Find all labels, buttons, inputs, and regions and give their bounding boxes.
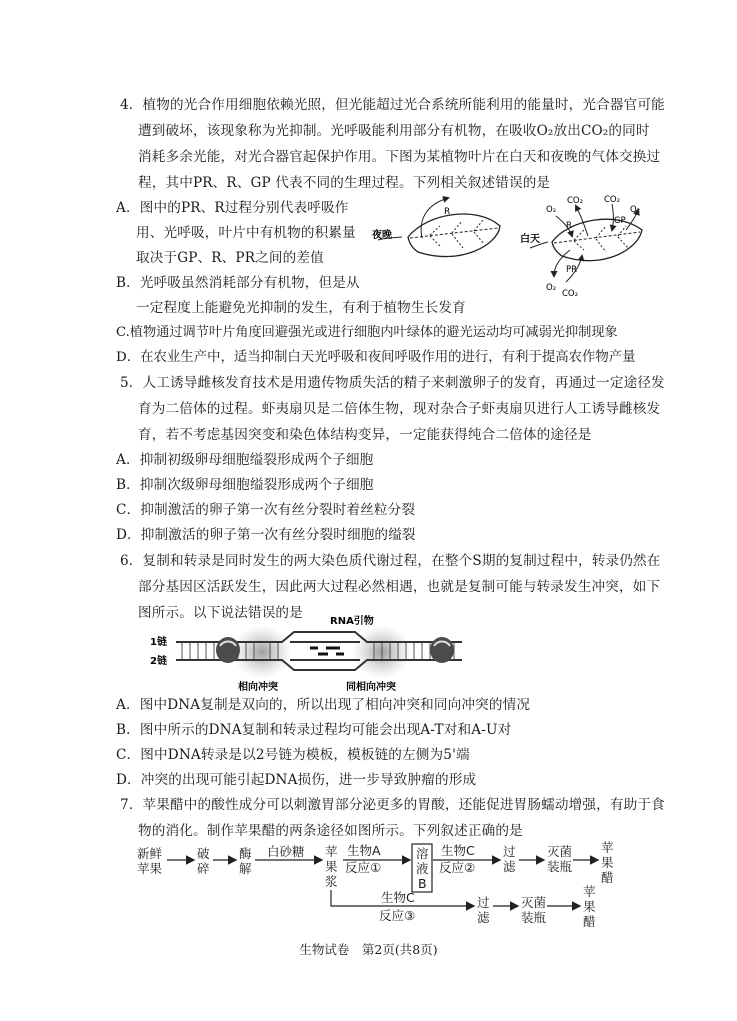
sterilize-bottle-2-line-1: 灭菌 [521,895,547,910]
q5-option-a: A．抑制初级卵母细胞缢裂形成两个子细胞 [116,452,374,468]
q4-option-a-line-2: 用、光呼吸，叶片中有机物的积累量 [136,225,356,241]
q4-stem-line-2: 遭到破坏，该现象称为光抑制。光呼吸能利用部分有机物，在吸收O₂放出CO₂的同时 [138,123,650,139]
crush-line-1: 破 [197,846,210,861]
vinegar-1-line-1: 苹 [601,840,614,855]
night-leaf [378,214,500,257]
vinegar-1-line-2: 果 [601,855,614,870]
q6-stem-line-3: 图所示。以下说法错误的是 [138,605,303,621]
apple-juice-line-2: 果 [325,859,338,874]
filter-1-line-2: 滤 [503,859,516,874]
q4-option-a-line-3: 取决于GP、R、PR之间的差值 [136,250,324,266]
fresh-apple-line-1: 新鲜 [137,846,163,861]
apple-juice-line-1: 苹 [325,844,338,859]
q4-option-a-line-1: A．图中的PR、R过程分别代表呼吸作 [116,200,349,216]
vinegar-2-line-3: 醋 [583,914,596,929]
reaction-1-label: 反应① [345,860,382,875]
filter-2-line-2: 滤 [477,910,490,925]
vinegar-1-line-3: 醋 [601,870,614,885]
dna-conflict-figure [150,612,470,694]
sterilize-bottle-1-line-2: 装瓶 [547,859,573,874]
q6-option-a: A．图中DNA复制是双向的，所以出现了相向冲突和同向冲突的情况 [116,697,531,713]
q7-stem-line-2: 物的消化。制作苹果醋的两条途径如图所示。下列叙述正确的是 [138,823,523,839]
q6-option-d: D．冲突的出现可能引起DNA损伤，进一步导致肿瘤的形成 [116,772,477,788]
q4-option-d: D．在农业生产中，适当抑制白天光呼吸和夜间呼吸作用的进行，有利于提高农作物产量 [116,350,636,365]
q4-stem-line-3: 消耗多余光能，对光合器官起保护作用。下图为某植物叶片在白天和夜晚的气体交换过 [138,149,661,165]
q6-stem-line-1: 6．复制和转录是同时发生的两大染色质代谢过程，在整个S期的复制过程中，转录仍然在 [120,553,661,569]
q6-option-b: B．图中所示的DNA复制和转录过程均可能会出现A-T对和A-U对 [116,722,512,738]
day-o2-top-left: O₂ [546,205,557,215]
vinegar-2-line-1: 苹 [583,884,596,899]
day-r-label: R [566,221,572,231]
head-on-glow [232,625,292,679]
day-o2-bottom: O₂ [546,283,557,293]
day-co2-top-right: CO₂ [604,195,621,205]
day-label: 白天 [520,234,540,245]
filter-1-line-1: 过 [503,844,516,859]
page-footer: 生物试卷 第2页(共8页) [299,942,438,957]
enzyme-line-1: 酶 [239,846,252,861]
q4-stem-line-4: 程，其中PR、R、GP 代表不同的生理过程。下列相关叙述错误的是 [138,175,551,191]
night-label: 夜晚 [372,230,392,241]
enzyme-line-2: 解 [239,861,252,876]
q5-stem-line-3: 育，若不考虑基因突变和染色体结构变异，一定能获得纯合二倍体的途径是 [138,427,592,443]
q5-option-b: B．抑制次级卵母细胞缢裂形成两个子细胞 [116,477,374,493]
q4-stem-line-1: 4．植物的光合作用细胞依赖光照，但光能超过光合系统所能利用的能量时，光合器官可能 [120,97,665,113]
crush-line-2: 碎 [197,861,210,876]
chain-2-label: 2链 [150,656,167,667]
bio-c-bottom-label: 生物C [381,890,415,905]
q4-option-b-line-1: B．光呼吸虽然消耗部分有机物，但是从 [116,275,360,291]
polymerase-left [216,637,240,663]
sterilize-bottle-2-line-2: 装瓶 [521,910,547,925]
chain-1-label: 1链 [150,637,167,648]
q5-option-d: D．抑制激活的卵子第一次有丝分裂时细胞的缢裂 [116,527,416,543]
day-o2-top-right: O₂ [630,205,641,215]
q6-option-c: C．图中DNA转录是以2号链为模板，模板链的左侧为5'端 [116,747,470,763]
q4-option-b-line-2: 一定程度上能避免光抑制的发生，有利于植物生长发育 [136,300,466,316]
fresh-apple-line-2: 苹果 [137,861,163,876]
solution-b-line-3: B [418,876,427,891]
bio-c-top-label: 生物C [441,843,475,858]
reaction-3-label: 反应③ [379,908,416,923]
apple-juice-line-3: 浆 [325,874,338,889]
solution-b-line-2: 液 [416,861,429,876]
q4-option-c: C.植物通过调节叶片角度回避强光或进行细胞内叶绿体的避光运动均可减弱光抑制现象 [116,325,618,340]
day-co2-bottom: CO₂ [562,289,579,299]
q7-stem-line-1: 7．苹果醋中的酸性成分可以刺激胃部分泌更多的胃酸，还能促进胃肠蠕动增强，有助于食 [120,797,665,813]
reaction-2-label: 反应② [439,860,476,875]
filter-2-line-1: 过 [477,895,490,910]
head-on-label: 相向冲突 [238,682,278,693]
leaf-gas-exchange-figure [370,190,645,302]
q5-option-c: C．抑制激活的卵子第一次有丝分裂时着丝粒分裂 [116,502,416,518]
night-r-label: R [444,207,451,217]
q5-stem-line-1: 5．人工诱导雌核发育技术是用遗传物质失活的精子来刺激卵子的发育，再通过一定途径发 [120,375,665,391]
solution-b-line-1: 溶 [416,846,429,861]
sterilize-bottle-1-line-1: 灭菌 [547,844,573,859]
day-gp-label: GP [614,216,626,226]
q6-stem-line-2: 部分基因区活跃发生，因此两大过程必然相遇，也就是复制可能与转录发生冲突，如下 [138,579,661,595]
codirectional-label: 同相向冲突 [346,682,396,693]
rna-primer-label: RNA引物 [330,616,374,627]
q5-stem-line-2: 育为二倍体的过程。虾夷扇贝是二倍体生物，现对杂合子虾夷扇贝进行人工诱导雌核发 [138,401,661,417]
rna-primer-dashes [310,648,344,654]
day-co2-top-left: CO₂ [567,196,584,206]
white-sugar-label: 白砂糖 [267,844,305,859]
day-pr-label: PR [566,265,578,275]
polymerase-right [430,637,454,663]
apple-vinegar-flowchart [135,840,615,930]
vinegar-2-line-2: 果 [583,899,596,914]
bio-a-label: 生物A [347,843,381,858]
